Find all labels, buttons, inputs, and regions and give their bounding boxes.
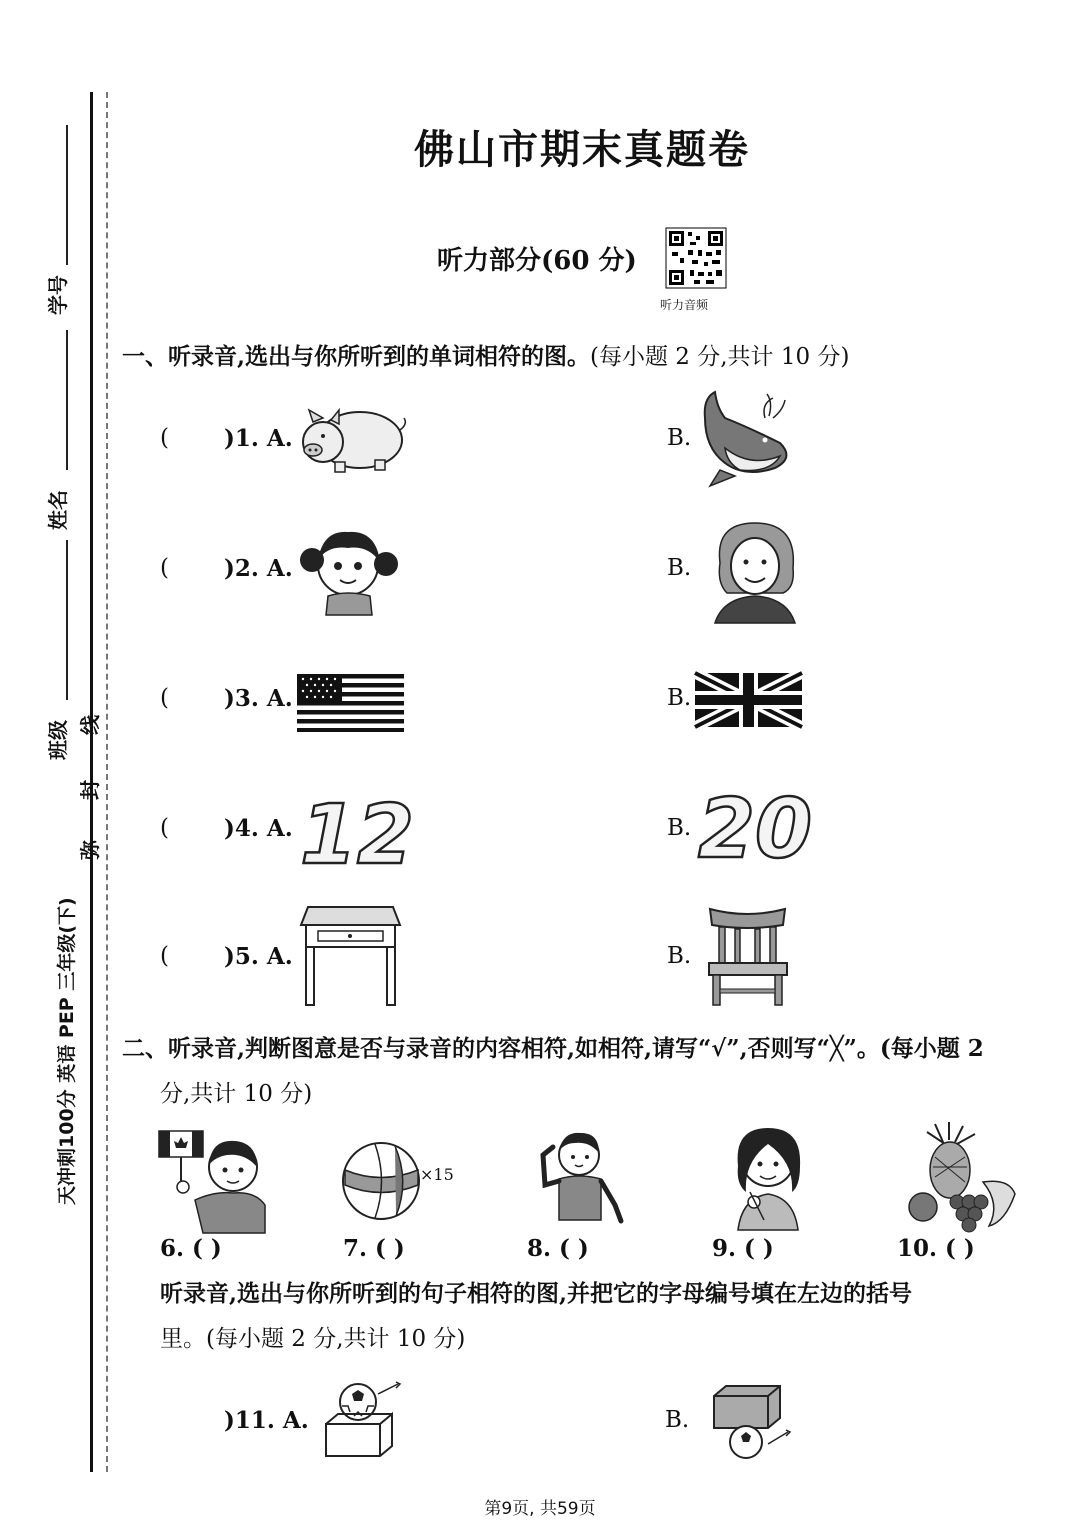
girl-knitting-image[interactable] bbox=[720, 1122, 815, 1230]
q2-b-label: B. bbox=[667, 555, 692, 581]
paren-close: ) bbox=[224, 685, 235, 712]
q11-label[interactable]: )11. A. bbox=[224, 1407, 309, 1434]
page-title: 佛山市期末真题卷 bbox=[414, 126, 750, 173]
paren-open: ( bbox=[160, 555, 169, 581]
paren-close: ) bbox=[224, 425, 235, 452]
q5-number: 5. A. bbox=[234, 943, 293, 970]
q3-number: 3. A. bbox=[234, 685, 293, 712]
q1-number: 1. A. bbox=[234, 425, 293, 452]
q6-label[interactable]: 6. ( ) bbox=[160, 1235, 222, 1262]
class-blank bbox=[66, 540, 68, 700]
q8-label[interactable]: 8. ( ) bbox=[527, 1235, 589, 1262]
q4-number: 4. A. bbox=[234, 815, 293, 842]
q3-b-label: B. bbox=[667, 685, 692, 711]
class-label: 班级 bbox=[46, 720, 70, 760]
q9-label[interactable]: 9. ( ) bbox=[712, 1235, 774, 1262]
seal-mi-label: 弥 bbox=[78, 840, 102, 860]
page-footer: 第9页, 共59页 bbox=[484, 1499, 596, 1519]
binding-dashed-line bbox=[106, 92, 108, 1472]
whale-image[interactable] bbox=[695, 388, 800, 488]
q4-answer-paren[interactable] bbox=[160, 815, 169, 841]
paren-open: ( bbox=[160, 425, 169, 451]
usa-flag-image[interactable] bbox=[297, 674, 404, 732]
boy-canada-flag-image[interactable] bbox=[155, 1125, 267, 1233]
seal-line-label: 线 bbox=[78, 715, 102, 735]
q4-b-label: B. bbox=[667, 815, 692, 841]
seal-label: 封 bbox=[78, 780, 102, 800]
q2-label bbox=[224, 555, 293, 582]
section1-heading-text: 一、听录音,选出与你所听到的单词相符的图。 bbox=[122, 343, 591, 370]
number-12-image[interactable]: 12 bbox=[300, 788, 415, 883]
q7-label[interactable]: 7. ( ) bbox=[343, 1235, 405, 1262]
paren-close: ) bbox=[224, 815, 235, 842]
fruits-image[interactable] bbox=[905, 1122, 1017, 1230]
student-no-label: 学号 bbox=[46, 275, 70, 315]
girl-image[interactable] bbox=[298, 520, 403, 620]
q2-answer-paren[interactable] bbox=[160, 555, 169, 581]
name-blank bbox=[66, 330, 68, 470]
qr-code-icon[interactable] bbox=[666, 228, 726, 288]
ball-on-box-image[interactable] bbox=[322, 1380, 412, 1458]
q5-answer-paren[interactable] bbox=[160, 943, 169, 969]
paren-close: ) bbox=[224, 943, 235, 970]
q4-label bbox=[224, 815, 293, 842]
paren-open: ( bbox=[160, 685, 169, 711]
desk-image[interactable] bbox=[298, 905, 403, 1007]
q1-answer-paren[interactable] bbox=[160, 425, 169, 451]
ball-under-box-image[interactable] bbox=[710, 1384, 805, 1460]
section2-heading-cont: 分,共计 10 分) bbox=[160, 1081, 313, 1107]
boy-touching-head-image[interactable] bbox=[535, 1125, 625, 1225]
q11-b-label: B. bbox=[665, 1407, 690, 1433]
chair-image[interactable] bbox=[705, 905, 790, 1007]
uk-flag-image[interactable] bbox=[695, 673, 802, 727]
section2-heading: 二、听录音,判断图意是否与录音的内容相符,如相符,请写“√”,否则写“╳”。(每小题 2 bbox=[122, 1035, 984, 1062]
section3-heading: 听录音,选出与你所听到的句子相符的图,并把它的字母编号填在左边的括号 bbox=[160, 1280, 913, 1307]
qr-label: 听力音频 bbox=[660, 298, 709, 312]
ball-count-label: ×15 bbox=[420, 1165, 454, 1184]
q5-label bbox=[224, 943, 293, 970]
section3-heading-cont: 里。(每小题 2 分,共计 10 分) bbox=[160, 1326, 466, 1352]
q1-label bbox=[224, 425, 293, 452]
paren-close: ) bbox=[224, 555, 235, 582]
q5-b-label: B. bbox=[667, 943, 692, 969]
q10-label[interactable]: 10. ( ) bbox=[897, 1235, 975, 1262]
name-label: 姓名 bbox=[46, 490, 70, 530]
q3-label bbox=[224, 685, 293, 712]
q2-number: 2. A. bbox=[234, 555, 293, 582]
ball-image[interactable] bbox=[340, 1140, 422, 1222]
paren-open: ( bbox=[160, 815, 169, 841]
number-20-image[interactable]: 20 bbox=[698, 782, 813, 877]
woman-image[interactable] bbox=[705, 518, 805, 623]
q3-answer-paren[interactable] bbox=[160, 685, 169, 711]
listening-header: 听力部分(60 分) bbox=[437, 246, 637, 276]
section1-heading bbox=[122, 338, 849, 371]
paren-open: ( bbox=[160, 943, 169, 969]
book-info-label: 天冲刺100分 英语 PEP 三年级(下) bbox=[56, 897, 78, 1205]
pig-image[interactable] bbox=[295, 400, 410, 480]
q1-b-label: B. bbox=[667, 425, 692, 451]
section1-note: (每小题 2 分,共计 10 分) bbox=[590, 344, 850, 370]
